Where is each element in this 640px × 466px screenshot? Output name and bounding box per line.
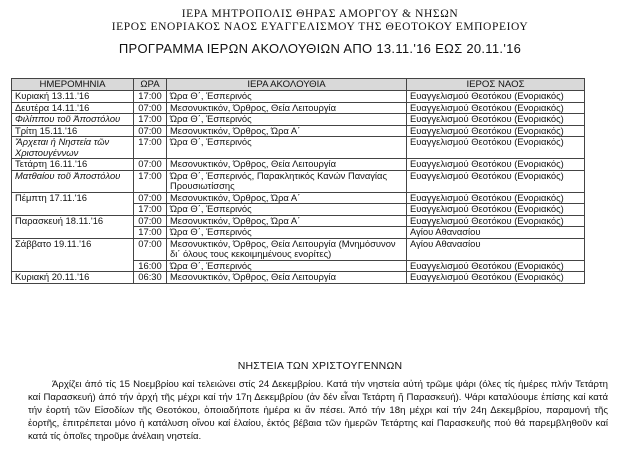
church-cell: Ευαγγελισμού Θεοτόκου (Ενοριακός) (407, 272, 585, 284)
day-cell: Τρίτη 15.11.'16 (12, 125, 134, 137)
time-cell: 06:30 (134, 272, 167, 284)
service-cell: Ώρα Θ΄, Έσπερινός (167, 260, 407, 272)
church-cell: Ευαγγελισμού Θεοτόκου (Ενοριακός) (407, 91, 585, 103)
day-cell: Παρασκευή 18.11.'16 (12, 215, 134, 238)
time-cell: 07:00 (134, 125, 167, 137)
feast-cell: Ματθαίου τοῦ Ἀποστόλου (12, 170, 134, 192)
time-cell: 07:00 (134, 215, 167, 227)
parish-heading: ΙΕΡΟΣ ΕΝΟΡΙΑΚΟΣ ΝΑΟΣ ΕΥΑΓΓΕΛΙΣΜΟΥ ΤΗΣ ΘΕΟΤΟΚΟΥ ΕΜΠΟΡΕΙΟΥ (111, 21, 529, 33)
service-cell: Ώρα Θ΄, Έσπερινός, Παρακλητικός Κανών Παναγίας Προυσιωτίσσης (167, 170, 407, 192)
service-cell: Μεσονυκτικόν, Όρθρος, Θεία Λειτουργία (Μνημόσυνον δι΄ όλους τους κεκοιμημένους ενορίτες) (167, 238, 407, 260)
church-cell: Ευαγγελισμού Θεοτόκου (Ενοριακός) (407, 204, 585, 216)
services-table (11, 78, 585, 284)
table-header-row (12, 79, 585, 91)
church-cell: Ευαγγελισμού Θεοτόκου (Ενοριακός) (407, 114, 585, 126)
time-cell: 17:00 (134, 91, 167, 103)
service-cell: Ώρα Θ΄, Έσπερινός (167, 227, 407, 239)
day-cell: Σάββατο 19.11.'16 (12, 238, 134, 272)
time-cell: 07:00 (134, 192, 167, 204)
table-row (12, 272, 585, 284)
day-cell: Δευτέρα 14.11.'16 (12, 102, 134, 114)
service-cell: Ώρα Θ΄, Έσπερινός (167, 114, 407, 126)
day-cell: Πέμπτη 17.11.'16 (12, 192, 134, 215)
service-cell: Ώρα Θ΄, Έσπερινός (167, 137, 407, 159)
column-header-service: ΙΕΡΑ ΑΚΟΛΟΥΘΙΑ (167, 79, 407, 91)
time-cell: 07:00 (134, 238, 167, 260)
table-row (12, 238, 585, 260)
column-header-church: ΙΕΡΟΣ ΝΑΟΣ (407, 79, 585, 91)
time-cell: 07:00 (134, 159, 167, 171)
church-cell: Αγίου Αθανασίου (407, 227, 585, 239)
table-row (12, 125, 585, 137)
feast-cell: Ἄρχεται ἡ Νηστεία τῶν Χριστουγέννων (12, 137, 134, 159)
schedule-title: ΠΡΟΓΡΑΜΜΑ ΙΕΡΩΝ ΑΚΟΛΟΥΘΙΩΝ ΑΠΟ 13.11.'16 ΕΩΣ 20.11.'16 (118, 41, 522, 56)
column-header-time: ΩΡΑ (134, 79, 167, 91)
service-cell: Μεσονυκτικόν, Όρθρος, Θεία Λειτουργία (167, 102, 407, 114)
time-cell: 07:00 (134, 102, 167, 114)
church-cell: Ευαγγελισμού Θεοτόκου (Ενοριακός) (407, 260, 585, 272)
time-cell: 17:00 (134, 204, 167, 216)
service-cell: Μεσονυκτικόν, Όρθρος, Ώρα Α΄ (167, 192, 407, 204)
column-header-date: ΗΜΕΡΟΜΗΝΙΑ (12, 79, 134, 91)
table-row (12, 114, 585, 126)
table-row (12, 91, 585, 103)
table-row (12, 159, 585, 171)
church-cell: Ευαγγελισμού Θεοτόκου (Ενοριακός) (407, 125, 585, 137)
church-cell: Ευαγγελισμού Θεοτόκου (Ενοριακός) (407, 192, 585, 204)
service-cell: Ώρα Θ΄, Έσπερινός (167, 91, 407, 103)
table-row (12, 192, 585, 204)
time-cell: 16:00 (134, 260, 167, 272)
table-row (12, 137, 585, 159)
church-cell: Ευαγγελισμού Θεοτόκου (Ενοριακός) (407, 159, 585, 171)
time-cell: 17:00 (134, 137, 167, 159)
service-cell: Μεσονυκτικόν, Όρθρος, Θεία Λειτουργία (167, 159, 407, 171)
feast-cell: Φιλίππου τοῦ Ἀποστόλου (12, 114, 134, 126)
service-cell: Ώρα Θ΄, Έσπερινός (167, 204, 407, 216)
fasting-paragraph: Άρχίζει άπό τίς 15 Νοεμβρίου καί τελειώνει στίς 24 Δεκεμβρίου. Κατά τήν νηστεία αὐτή τρῶμε ψάρι (όλες τίς ἡμέρες πλήν Τετάρτη καί Παρασκευή) άπό τήν ἀρχή τῆς μέχρι καί τήν 17η Δεκεμβρίου (ἀν δέν εἶναι Τετάρτη ἤ Παρασκευή). Ψάρι καταλύουμε ἐπίσης καί κατά τήν ἑορτή τῶν Εἰσοδίων τῆς Θεοτόκου, ὁποιαδήποτε ἡμέρα κι ἄν πέσει. Άπό τήν 18η μέχρι καί τήν 24η Δεκεμβρίου, παραμονή τῆς ἑορτῆς, ἐπιτρέπεται μόνο ἡ κατάλυση οἴνου καί ἐλαίου, ἐκτός βέβαια τῶν ἡμερῶν Τετάρτης καί Παρασκευῆς πού θά παρεμβληθοῦν καί κατά τίς ὁποῖες τηροῦμε ἀνέλαιη νηστεία. (28, 379, 608, 442)
church-cell: Ευαγγελισμού Θεοτόκου (Ενοριακός) (407, 137, 585, 159)
fasting-title: ΝΗΣΤΕΙΑ ΤΩΝ ΧΡΙΣΤΟΥΓΕΝΝΩΝ (237, 360, 403, 372)
time-cell: 17:00 (134, 114, 167, 126)
table-row (12, 102, 585, 114)
church-cell: Ευαγγελισμού Θεοτόκου (Ενοριακός) (407, 102, 585, 114)
day-cell: Τετάρτη 16.11.'16 (12, 159, 134, 171)
time-cell: 17:00 (134, 227, 167, 239)
day-cell: Κυριακή 20.11.'16 (12, 272, 134, 284)
church-cell: Ευαγγελισμού Θεοτόκου (Ενοριακός) (407, 215, 585, 227)
fasting-text (28, 378, 608, 443)
church-cell: Αγίου Αθανασίου (407, 238, 585, 260)
service-cell: Μεσονυκτικόν, Όρθρος, Θεία Λειτουργία (167, 272, 407, 284)
diocese-heading: ΙΕΡΑ ΜΗΤΡΟΠΟΛΙΣ ΘΗΡΑΣ ΑΜΟΡΓΟΥ & ΝΗΣΩΝ (181, 8, 459, 20)
table-row (12, 215, 585, 227)
time-cell: 17:00 (134, 170, 167, 192)
service-cell: Μεσονυκτικόν, Όρθρος, Ώρα Α΄ (167, 215, 407, 227)
service-cell: Μεσονυκτικόν, Όρθρος, Ώρα Α΄ (167, 125, 407, 137)
day-cell: Κυριακή 13.11.'16 (12, 91, 134, 103)
church-cell: Ευαγγελισμού Θεοτόκου (Ενοριακός) (407, 170, 585, 192)
table-row (12, 170, 585, 192)
